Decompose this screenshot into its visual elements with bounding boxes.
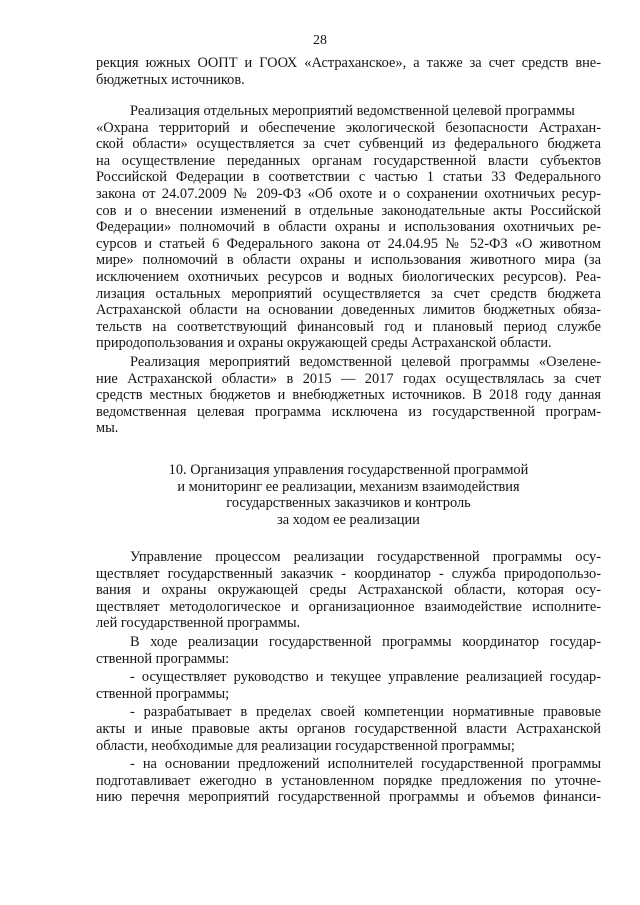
- text-line: ществляет методологическое и организационное взаимодействие исполните-: [96, 598, 601, 615]
- text-line: Федерации» полномочий в области охраны и использования охотничьих ре-: [96, 219, 601, 236]
- text-line: - разрабатывает в пределах своей компетенции нормативные правовые: [130, 704, 601, 721]
- text-line: нию перечня мероприятий государственной программы и объемов финанси-: [96, 789, 601, 806]
- text-line: акты и иные правовые акты органов государственной власти Астраханской: [96, 720, 601, 737]
- text-line: ской области» осуществляется за счет субвенций из федерального бюджета: [96, 136, 601, 153]
- heading-line: за ходом ее реализации: [277, 511, 420, 528]
- text-line: области, необходимые для реализации государственной программы;: [96, 737, 515, 754]
- heading-line: 10. Организация управления государственной программой: [168, 462, 529, 478]
- text-line: тельств на соответствующий финансовый год и плановый период службе: [96, 318, 601, 335]
- paragraph-1: [96, 55, 601, 88]
- text-line: лей государственной программы.: [96, 615, 301, 632]
- text-line: природопользования и охраны окружающей среды Астраханской области.: [96, 335, 552, 352]
- text-line: Реализация мероприятий ведомственной целевой программы «Озелене-: [130, 353, 601, 370]
- text-line: сов и о внесении изменений в отдельные законодательные акты Российской: [96, 202, 601, 219]
- paragraph-2: [96, 103, 601, 437]
- text-line: лизация остальных мероприятий осуществляется за счет средств бюджета: [96, 285, 601, 302]
- text-line: бюджетных источников.: [96, 71, 245, 88]
- heading-line: и мониторинг ее реализации, механизм взаимодействия: [177, 478, 520, 495]
- text-line: исключением охотничьих ресурсов и водных биологических ресурсов). Реа-: [96, 268, 601, 285]
- text-line: «Охрана территорий и обеспечение экологической безопасности Астрахан-: [96, 119, 601, 136]
- text-line: средств местных бюджетов и внебюджетных источников. В 2018 году данная: [96, 387, 601, 404]
- text-line: мире» полномочий в области охраны и использования животного мира (за: [96, 252, 601, 269]
- text-line: В ходе реализации государственной программы координатор государ-: [130, 633, 601, 650]
- text-line: Российской Федерации в соответствии с частью 1 статьи 33 Федерального: [96, 169, 601, 186]
- text-line: ственной программы;: [96, 685, 230, 702]
- text-line: подготавливает ежегодно в установленном порядке предложения по уточне-: [96, 772, 601, 789]
- text-line: мы.: [96, 420, 119, 437]
- text-line: рекция южных ООПТ и ГООХ «Астраханское», а также за счет средств вне-: [96, 55, 601, 71]
- text-line: ществляет государственный заказчик - координатор - служба природопользо-: [96, 565, 601, 582]
- text-line: - осуществляет руководство и текущее управление реализацией государ-: [130, 669, 601, 686]
- page-number: 28: [313, 33, 327, 48]
- text-line: - на основании предложений исполнителей государственной программы: [130, 756, 601, 773]
- heading-line: государственных заказчиков и контроль: [226, 495, 471, 512]
- text-line: ственной программы:: [96, 650, 230, 667]
- text-line: сурсов и статьей 6 Федерального закона от 24.04.95 № 52-ФЗ «О животном: [96, 235, 601, 252]
- text-line: ние Астраханской области» в 2015 — 2017 годах осуществлялась за счет: [96, 370, 601, 387]
- text-line: вания и охраны окружающей среды Астраханской области, которая осу-: [96, 582, 601, 599]
- section-heading: [96, 462, 601, 528]
- paragraph-4: [96, 549, 601, 806]
- text-line: закона от 24.07.2009 № 209-ФЗ «Об охоте и о сохранении охотничьих ресур-: [96, 185, 601, 202]
- text-line: на осуществление переданных органам государственной власти субъектов: [96, 152, 601, 169]
- text-line: Астраханской области на основании доведенных лимитов бюджетных обяза-: [96, 302, 601, 319]
- text-line: Управление процессом реализации государственной программы осу-: [130, 549, 601, 565]
- text-line: ведомственная целевая программа исключена из государственной програм-: [96, 403, 601, 420]
- text-line: Реализация отдельных мероприятий ведомственной целевой программы: [130, 103, 575, 119]
